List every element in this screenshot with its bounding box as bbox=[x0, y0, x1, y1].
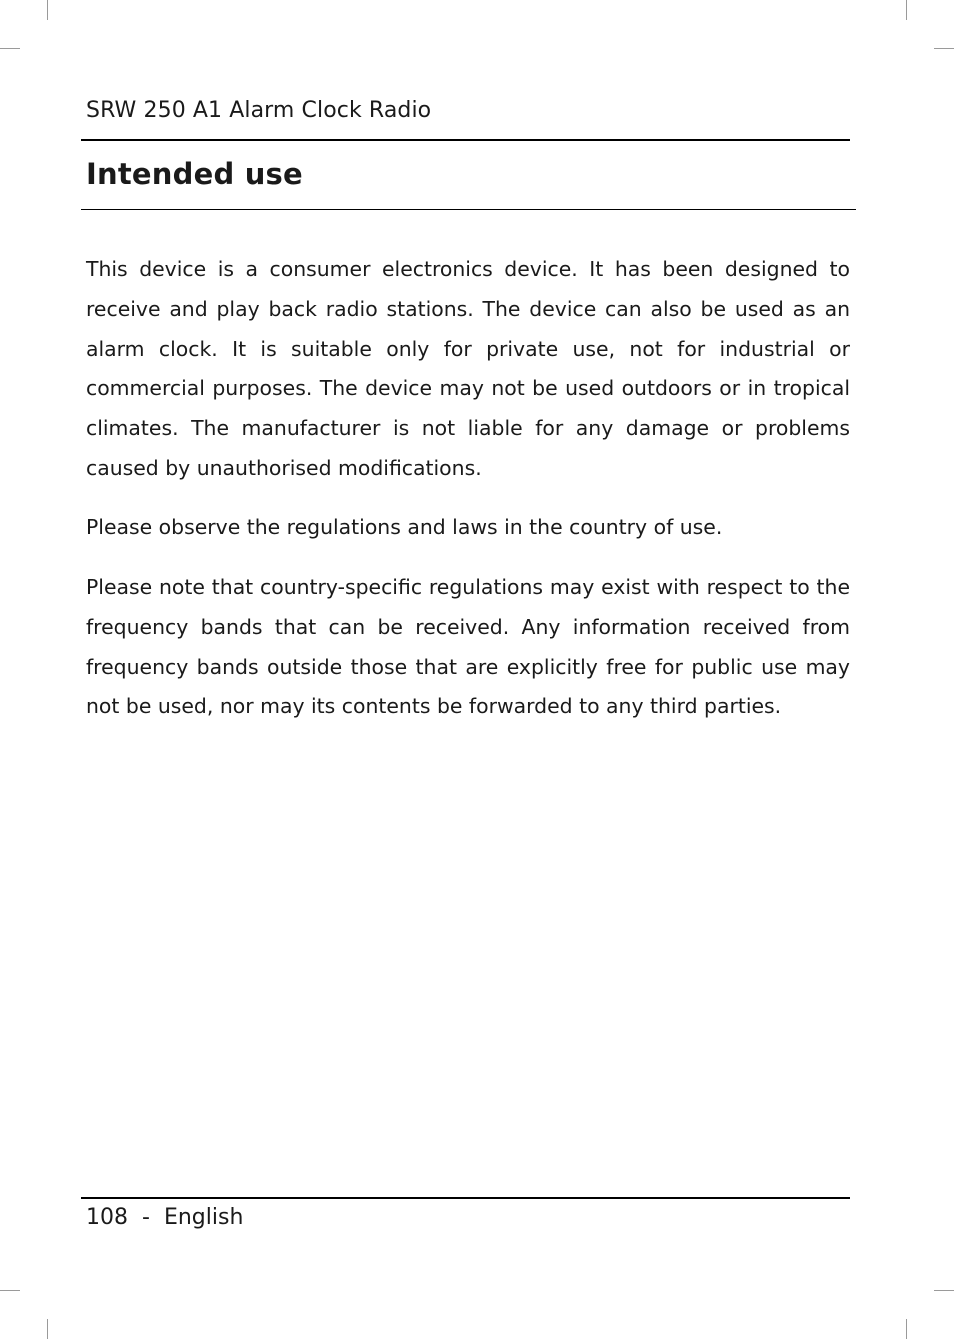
crop-mark-top-right-h bbox=[934, 48, 954, 49]
crop-mark-bottom-left bbox=[47, 1319, 48, 1339]
footer-language: English bbox=[163, 1205, 244, 1230]
header-rule bbox=[81, 139, 850, 141]
running-header: SRW 250 A1 Alarm Clock Radio bbox=[86, 98, 432, 123]
crop-mark-top-left-h bbox=[0, 48, 20, 49]
paragraph-intended-use: This device is a consumer electronics device. It has been designed to receive and play back radio stations. The device can also be used as an alarm clock. It is suitable only for private use, not for industrial or commercial purposes. The device may not be used outdoors or in tropical climates. The manufacturer is not liable for any damage or problems caused by unauthorised modifications. bbox=[86, 257, 850, 480]
footer-separator: - bbox=[142, 1205, 150, 1230]
crop-mark-bottom-right bbox=[906, 1319, 907, 1339]
crop-mark-top-right bbox=[906, 0, 907, 20]
crop-mark-top-left bbox=[47, 0, 48, 20]
crop-mark-bottom-left-h bbox=[0, 1290, 20, 1291]
crop-mark-bottom-right-h bbox=[934, 1290, 954, 1291]
page-number: 108 bbox=[86, 1205, 128, 1230]
title-rule bbox=[81, 209, 856, 210]
section-title: Intended use bbox=[86, 157, 303, 191]
paragraph-frequency-bands: Please note that country-specific regulations may exist with respect to the frequency bands that can be received. Any information received from frequency bands outside those that are explicitly free for public use may not be used, nor may its contents be forwarded to any third parties. bbox=[86, 575, 850, 719]
paragraph-regulations: Please observe the regulations and laws in the country of use. bbox=[86, 515, 723, 539]
footer-rule bbox=[81, 1197, 850, 1199]
page-footer bbox=[86, 1205, 243, 1230]
